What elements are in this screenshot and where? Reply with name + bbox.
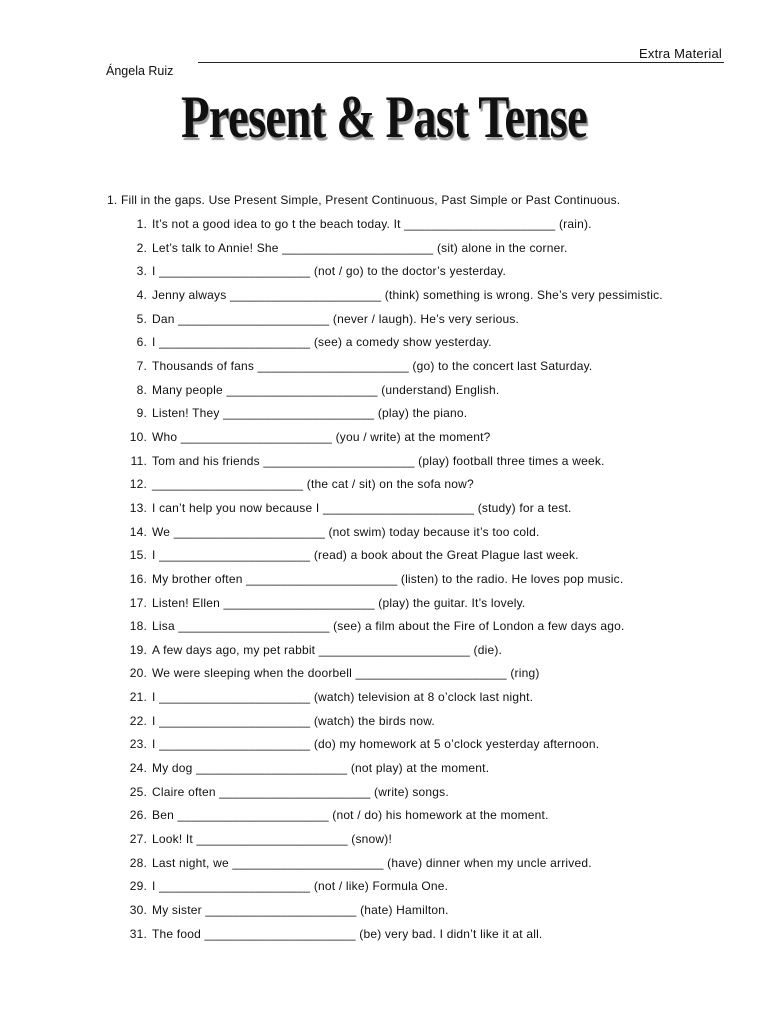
exercise-sentence: I ______________________ (watch) television at 8 o’clock last night. xyxy=(152,690,534,705)
instructions: 1. Fill in the gaps. Use Present Simple, Present Continuous, Past Simple or Past Continuous. xyxy=(107,193,621,207)
exercise-item xyxy=(0,807,768,831)
exercise-number: 16. xyxy=(129,571,147,586)
exercise-item xyxy=(0,595,768,619)
exercise-number: 25. xyxy=(129,784,147,799)
exercise-number: 6. xyxy=(136,335,147,350)
exercise-number: 15. xyxy=(129,548,147,563)
exercise-item xyxy=(0,405,768,429)
exercise-sentence: I ______________________ (not / go) to the doctor’s yesterday. xyxy=(152,264,506,279)
exercise-item xyxy=(0,736,768,760)
exercise-number: 19. xyxy=(129,642,147,657)
exercise-number: 7. xyxy=(136,358,147,373)
exercise-number: 27. xyxy=(129,832,147,847)
exercise-sentence: Tom and his friends ______________________ (play) football three times a week. xyxy=(152,453,605,468)
exercise-item xyxy=(0,287,768,311)
exercise-item xyxy=(0,760,768,784)
exercise-number: 9. xyxy=(136,406,147,421)
exercise-item xyxy=(0,429,768,453)
exercise-number: 22. xyxy=(129,713,147,728)
author-name: Ángela Ruiz xyxy=(106,64,174,78)
exercise-number: 23. xyxy=(129,737,147,752)
exercise-number: 20. xyxy=(129,666,147,681)
exercise-list xyxy=(0,216,768,949)
exercise-item xyxy=(0,665,768,689)
exercise-number: 2. xyxy=(136,240,147,255)
exercise-number: 30. xyxy=(129,903,147,918)
exercise-number: 31. xyxy=(129,926,147,941)
exercise-sentence: My dog ______________________ (not play) at the moment. xyxy=(152,761,490,776)
exercise-sentence: Look! It ______________________ (snow)! xyxy=(152,832,392,847)
exercise-item xyxy=(0,524,768,548)
exercise-item xyxy=(0,642,768,666)
extra-material-label: Extra Material xyxy=(639,46,722,61)
exercise-sentence: Who ______________________ (you / write) at the moment? xyxy=(152,429,491,444)
worksheet-title: Present & Past Tense xyxy=(180,84,588,150)
exercise-item xyxy=(0,263,768,287)
exercise-number: 29. xyxy=(129,879,147,894)
exercise-number: 5. xyxy=(136,311,147,326)
exercise-sentence: I can’t help you now because I ______________________ (study) for a test. xyxy=(152,500,572,515)
exercise-item xyxy=(0,382,768,406)
exercise-number: 26. xyxy=(129,808,147,823)
exercise-item xyxy=(0,311,768,335)
exercise-sentence: Claire often ______________________ (write) songs. xyxy=(152,784,449,799)
exercise-item xyxy=(0,476,768,500)
exercise-sentence: We ______________________ (not swim) today because it’s too cold. xyxy=(152,524,540,539)
header-rule xyxy=(198,62,724,63)
exercise-number: 8. xyxy=(136,382,147,397)
exercise-item xyxy=(0,713,768,737)
exercise-sentence: A few days ago, my pet rabbit ______________________ (die). xyxy=(152,642,503,657)
exercise-item xyxy=(0,878,768,902)
exercise-number: 21. xyxy=(129,690,147,705)
exercise-number: 1. xyxy=(136,217,147,231)
exercise-item xyxy=(0,453,768,477)
exercise-sentence: Dan ______________________ (never / laugh). He’s very serious. xyxy=(152,311,520,326)
exercise-sentence: I ______________________ (read) a book about the Great Plague last week. xyxy=(152,548,579,563)
exercise-number: 4. xyxy=(136,287,147,302)
exercise-item xyxy=(0,784,768,808)
exercise-sentence: I ______________________ (do) my homework at 5 o’clock yesterday afternoon. xyxy=(152,737,600,752)
exercise-item xyxy=(0,547,768,571)
exercise-item xyxy=(0,855,768,879)
exercise-sentence: We were sleeping when the doorbell ______________________ (ring) xyxy=(152,666,540,681)
exercise-number: 17. xyxy=(129,595,147,610)
exercise-sentence: Let’s talk to Annie! She ______________________ (sit) alone in the corner. xyxy=(152,240,568,255)
exercise-sentence: My brother often ______________________ (listen) to the radio. He loves pop music. xyxy=(152,571,624,586)
exercise-number: 24. xyxy=(129,761,147,776)
exercise-sentence: Listen! Ellen ______________________ (play) the guitar. It’s lovely. xyxy=(152,595,526,610)
exercise-sentence: I ______________________ (not / like) Formula One. xyxy=(152,879,449,894)
exercise-item xyxy=(0,240,768,264)
exercise-number: 14. xyxy=(129,524,147,539)
exercise-number: 10. xyxy=(129,429,147,444)
exercise-item xyxy=(0,334,768,358)
exercise-item xyxy=(0,902,768,926)
exercise-sentence: My sister ______________________ (hate) Hamilton. xyxy=(152,903,449,918)
exercise-sentence: Jenny always ______________________ (think) something is wrong. She’s very pessimistic. xyxy=(152,287,663,302)
exercise-item xyxy=(0,358,768,382)
exercise-sentence: I ______________________ (see) a comedy show yesterday. xyxy=(152,335,492,350)
exercise-number: 11. xyxy=(130,453,147,468)
exercise-item xyxy=(0,926,768,950)
exercise-sentence: I ______________________ (watch) the birds now. xyxy=(152,713,435,728)
exercise-number: 3. xyxy=(136,264,147,279)
exercise-number: 28. xyxy=(129,855,147,870)
exercise-sentence: ______________________ (the cat / sit) on the sofa now? xyxy=(152,477,474,492)
exercise-item xyxy=(0,571,768,595)
exercise-item xyxy=(0,831,768,855)
exercise-sentence: Last night, we ______________________ (have) dinner when my uncle arrived. xyxy=(152,855,592,870)
exercise-sentence: Many people ______________________ (understand) English. xyxy=(152,382,500,397)
exercise-sentence: Ben ______________________ (not / do) his homework at the moment. xyxy=(152,808,549,823)
exercise-number: 13. xyxy=(129,500,147,515)
exercise-item xyxy=(0,618,768,642)
exercise-number: 18. xyxy=(129,619,147,634)
exercise-sentence: The food ______________________ (be) very bad. I didn’t like it at all. xyxy=(152,926,543,941)
exercise-item xyxy=(0,216,768,240)
exercise-sentence: Listen! They ______________________ (play) the piano. xyxy=(152,406,468,421)
exercise-number: 12. xyxy=(129,477,147,492)
exercise-item xyxy=(0,689,768,713)
exercise-sentence: Thousands of fans ______________________ (go) to the concert last Saturday. xyxy=(152,358,593,373)
exercise-sentence: It’s not a good idea to go t the beach today. It ______________________ (rain). xyxy=(152,217,592,231)
exercise-item xyxy=(0,500,768,524)
exercise-sentence: Lisa ______________________ (see) a film about the Fire of London a few days ago. xyxy=(152,619,625,634)
